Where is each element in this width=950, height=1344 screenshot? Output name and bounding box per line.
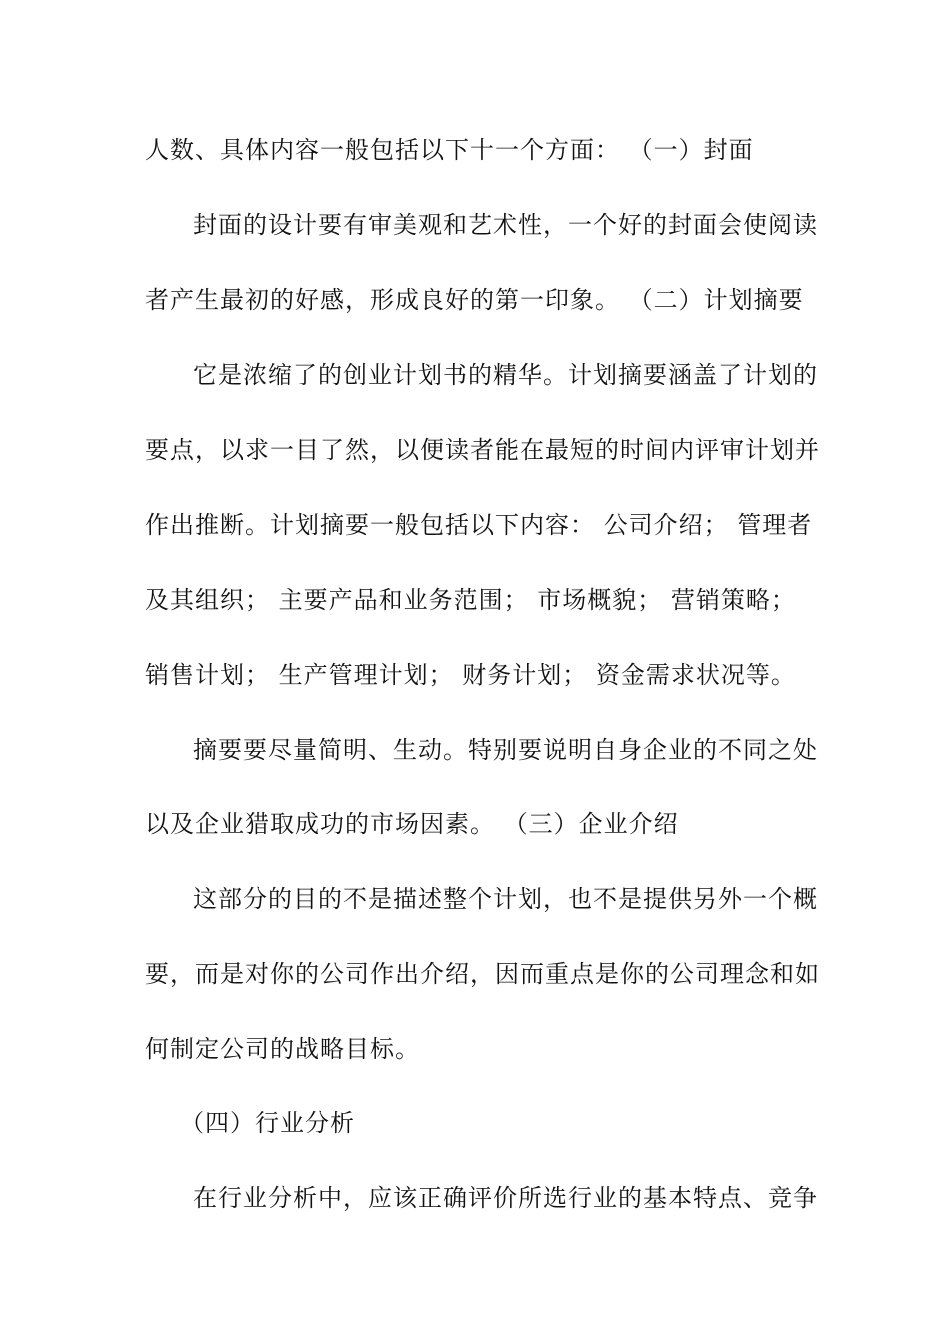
- text-line: 者产生最初的好感，形成良好的第一印象。 （二）计划摘要: [145, 286, 804, 314]
- text-line: 销售计划； 生产管理计划； 财务计划； 资金需求状况等。: [145, 661, 796, 689]
- text-line: 作出推断。计划摘要一般包括以下内容： 公司介绍； 管理者: [145, 511, 813, 539]
- text-line: 要，而是对你的公司作出介绍，因而重点是你的公司理念和如: [145, 960, 820, 988]
- text-line: 及其组织； 主要产品和业务范围； 市场概貌； 营销策略；: [145, 586, 796, 614]
- text-line: 在行业分析中，应该正确评价所选行业的基本特点、竞争: [193, 1184, 818, 1212]
- section-heading: （四）行业分析: [180, 1109, 355, 1137]
- text-line: 封面的设计要有审美观和艺术性，一个好的封面会使阅读: [193, 211, 818, 239]
- text-line: 这部分的目的不是描述整个计划，也不是提供另外一个概: [193, 885, 818, 913]
- text-line: 要点，以求一目了然，以便读者能在最短的时间内评审计划并: [145, 436, 820, 464]
- text-line: 摘要要尽量简明、生动。特别要说明自身企业的不同之处: [193, 736, 818, 764]
- text-line: 何制定公司的战略目标。: [145, 1035, 420, 1063]
- text-line: 它是浓缩了的创业计划书的精华。计划摘要涵盖了计划的: [193, 361, 818, 389]
- text-line: 以及企业猎取成功的市场因素。 （三）企业介绍: [145, 810, 679, 838]
- text-line: 人数、具体内容一般包括以下十一个方面： （一）封面: [145, 136, 754, 164]
